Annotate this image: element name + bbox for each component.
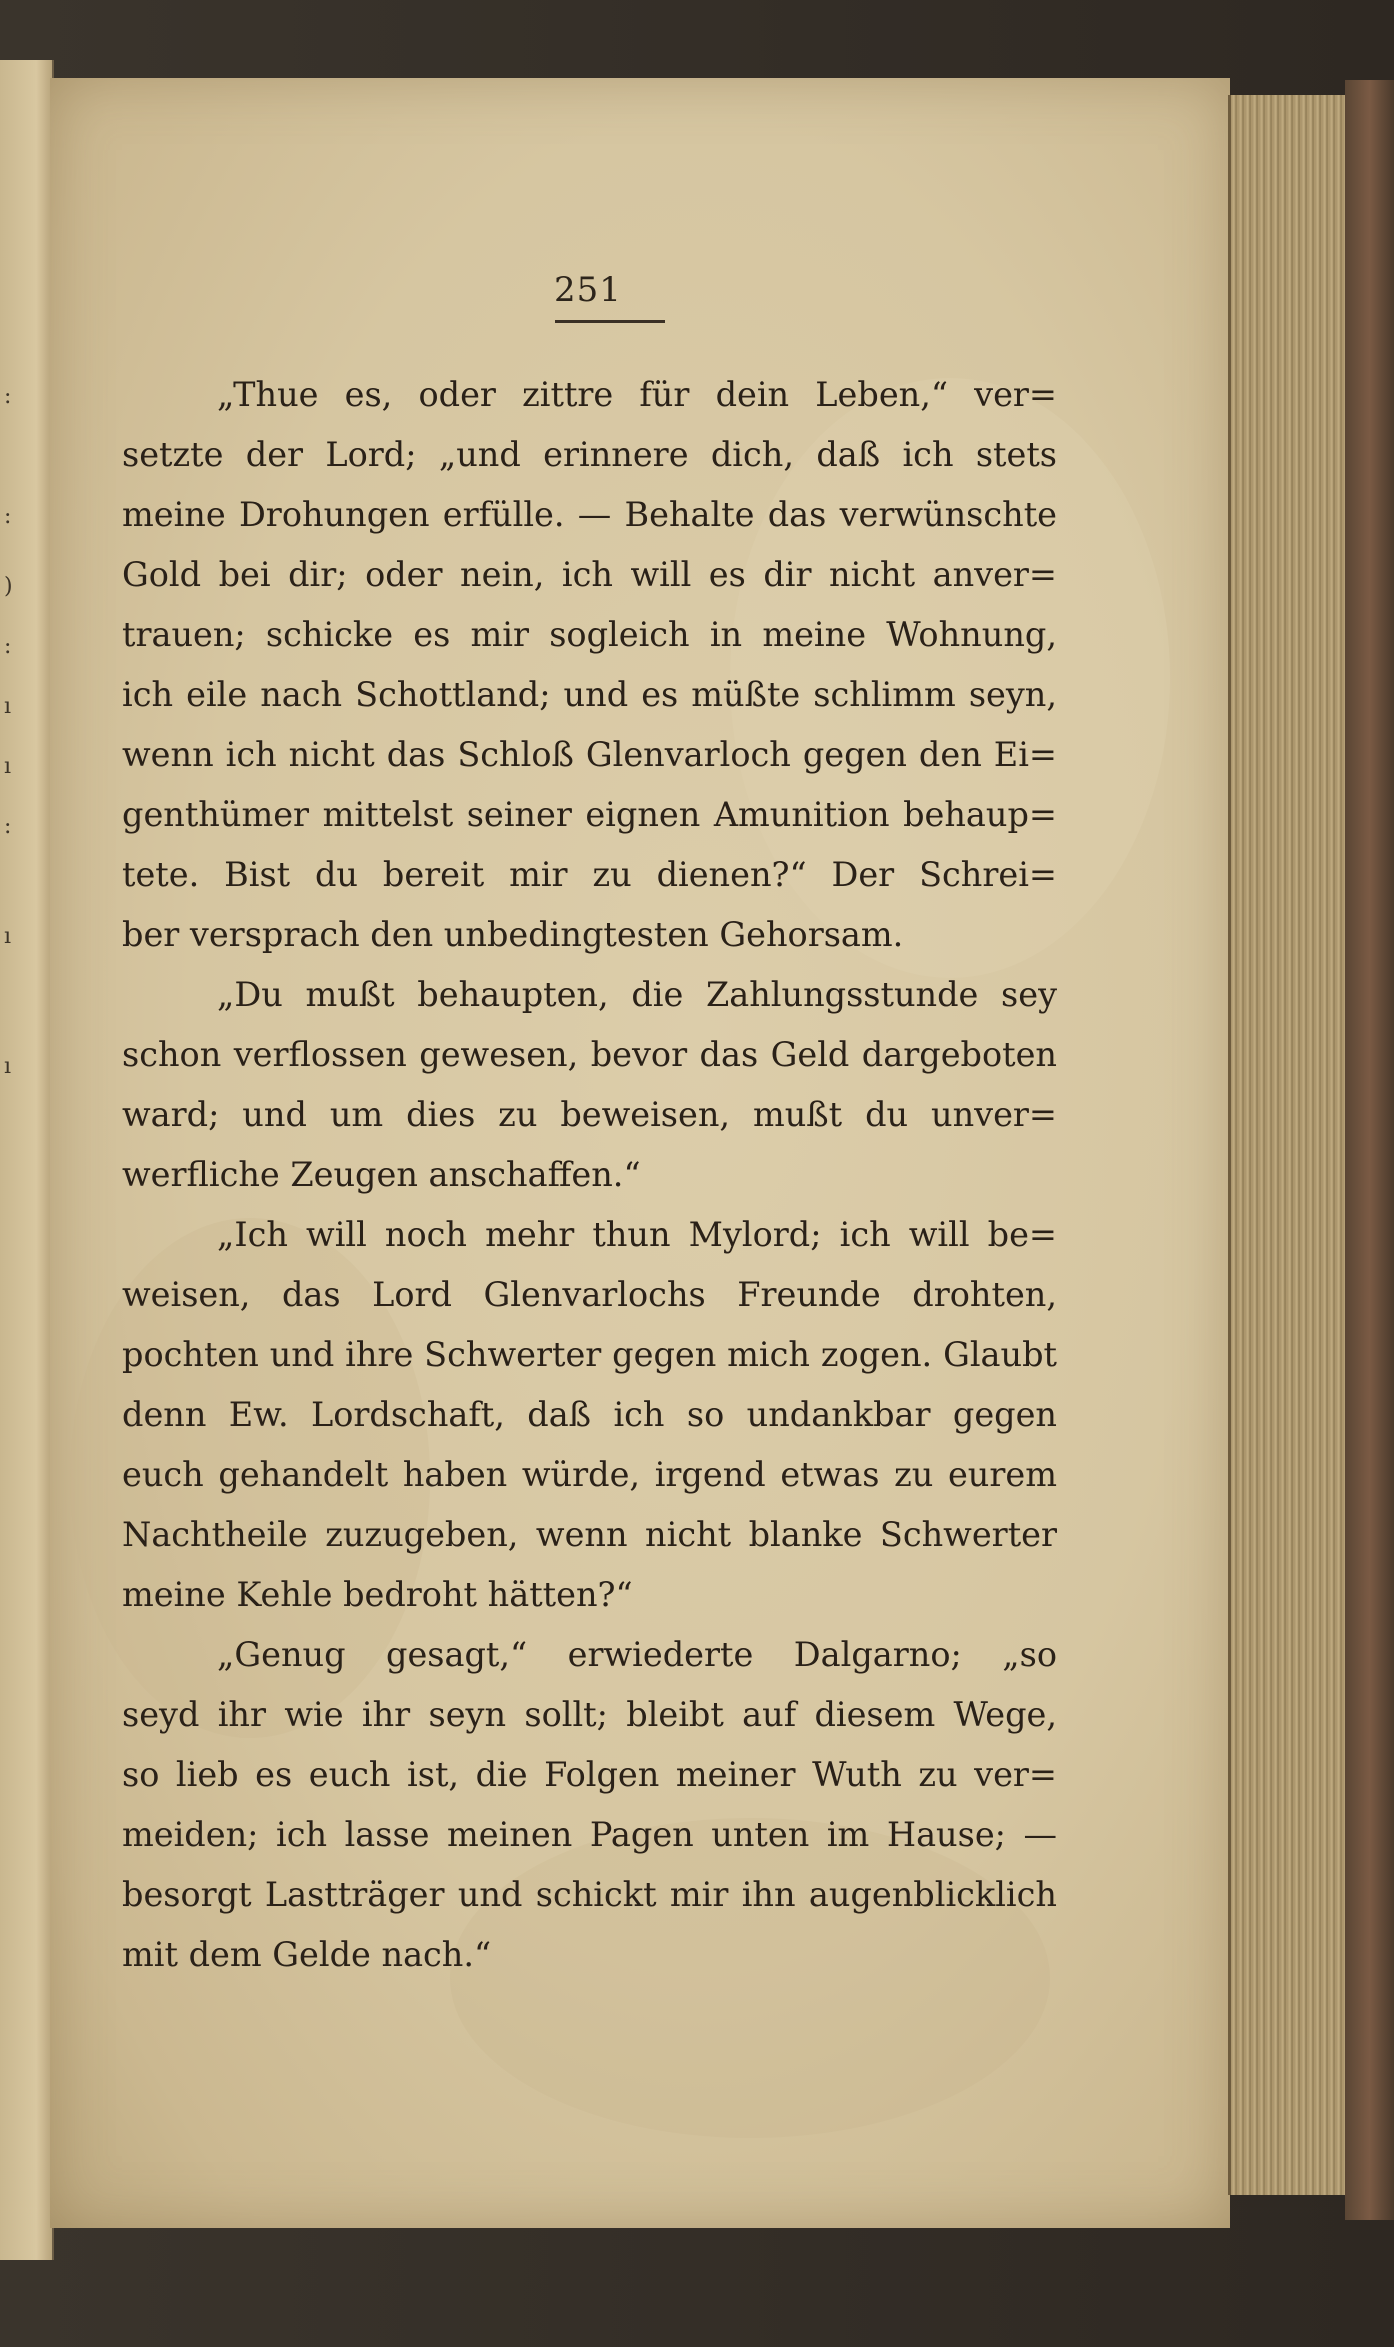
- text-line: „Du mußt behaupten, die Zahlungsstunde sey: [217, 975, 1057, 1014]
- text-line: genthümer mittelst seiner eignen Amunition behaup=: [122, 795, 1057, 834]
- text-line: werfliche Zeugen anschaffen.“: [122, 1155, 641, 1194]
- text-line: so lieb es euch ist, die Folgen meiner Wuth zu ver=: [122, 1755, 1057, 1794]
- paren-mark: ): [4, 574, 13, 599]
- stroke-mark: ı: [4, 924, 12, 949]
- stroke-mark: ı: [4, 1054, 12, 1079]
- page-edges: [1228, 95, 1351, 2195]
- text-line: denn Ew. Lordschaft, daß ich so undankbar gegen: [122, 1395, 1057, 1434]
- text-line: Nachtheile zuzugeben, wenn nicht blanke Schwerter: [122, 1515, 1057, 1554]
- hyphen-mark: :: [4, 504, 12, 529]
- text-line: euch gehandelt haben würde, irgend etwas zu eurem: [122, 1455, 1057, 1494]
- text-line: „Genug gesagt,“ erwiederte Dalgarno; „so: [217, 1635, 1057, 1674]
- page-number-rule: [555, 320, 665, 323]
- text-line: setzte der Lord; „und erinnere dich, daß ich stets: [122, 435, 1057, 474]
- text-line: mit dem Gelde nach.“: [122, 1935, 492, 1974]
- text-line: Gold bei dir; oder nein, ich will es dir nicht anver=: [122, 555, 1057, 594]
- stroke-mark: ı: [4, 694, 12, 719]
- previous-page-edge: [0, 60, 54, 2260]
- text-line: tete. Bist du bereit mir zu dienen?“ Der Schrei=: [122, 855, 1057, 894]
- stroke-mark: ı: [4, 754, 12, 779]
- text-line: „Ich will noch mehr thun Mylord; ich will be=: [217, 1215, 1057, 1254]
- hyphen-mark: :: [4, 384, 12, 409]
- body-text: [122, 365, 1057, 1985]
- text-line: ward; und um dies zu beweisen, mußt du unver=: [122, 1095, 1057, 1134]
- text-line: trauen; schicke es mir sogleich in meine Wohnung,: [122, 615, 1057, 654]
- text-line: weisen, das Lord Glenvarlochs Freunde drohten,: [122, 1275, 1057, 1314]
- text-line: meiden; ich lasse meinen Pagen unten im Hause; —: [122, 1815, 1057, 1854]
- book-cover-edge: [1345, 80, 1394, 2220]
- page-number: 251: [554, 270, 622, 310]
- text-line: „Thue es, oder zittre für dein Leben,“ ver=: [217, 375, 1057, 414]
- text-line: besorgt Lastträger und schickt mir ihn augenblicklich: [122, 1875, 1057, 1914]
- hyphen-mark: :: [4, 634, 12, 659]
- text-line: seyd ihr wie ihr seyn sollt; bleibt auf diesem Wege,: [122, 1695, 1057, 1734]
- text-line: ich eile nach Schottland; und es müßte schlimm seyn,: [122, 675, 1057, 714]
- text-line: wenn ich nicht das Schloß Glenvarloch gegen den Ei=: [122, 735, 1057, 774]
- text-line: meine Kehle bedroht hätten?“: [122, 1575, 633, 1614]
- hyphen-mark: :: [4, 814, 12, 839]
- text-line: schon verflossen gewesen, bevor das Geld dargeboten: [122, 1035, 1057, 1074]
- text-line: ber versprach den unbedingtesten Gehorsam.: [122, 915, 904, 954]
- text-line: pochten und ihre Schwerter gegen mich zogen. Glaubt: [122, 1335, 1057, 1374]
- text-line: meine Drohungen erfülle. — Behalte das verwünschte: [122, 495, 1057, 534]
